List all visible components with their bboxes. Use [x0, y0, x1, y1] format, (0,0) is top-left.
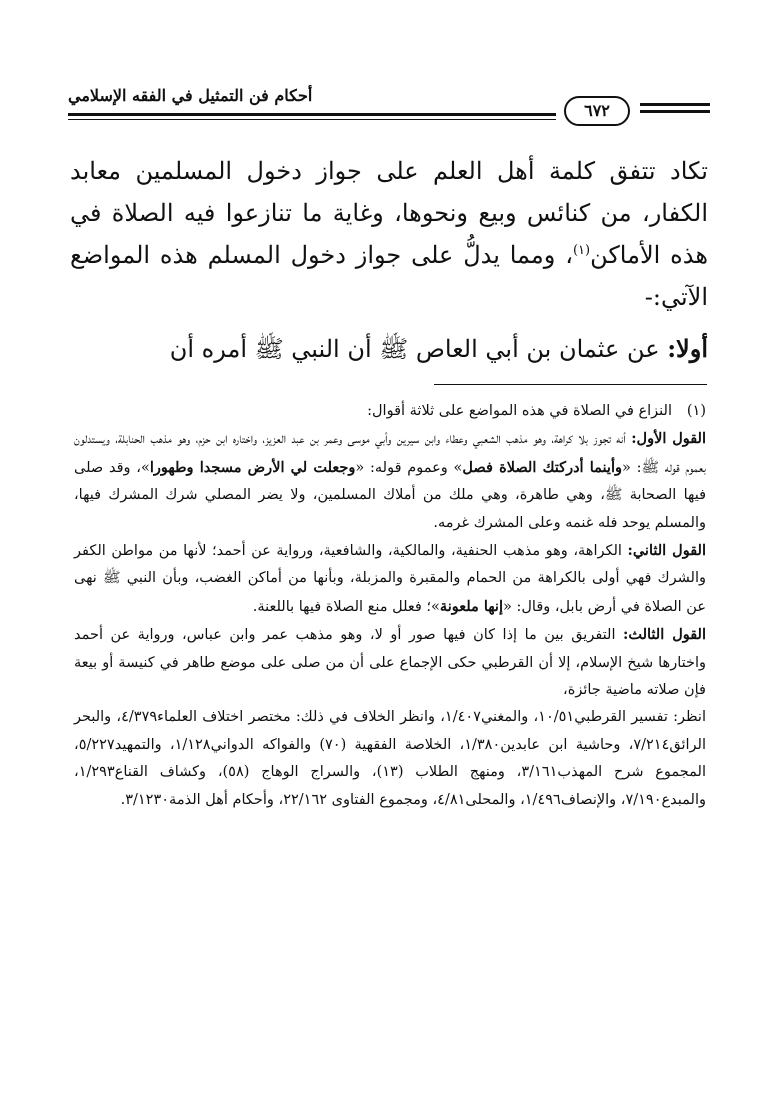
- first-label: أولا:: [667, 334, 708, 363]
- footnote-ref[interactable]: (١): [572, 243, 591, 258]
- paragraph-intro: تكاد تتفق كلمة أهل العلم على جواز دخول المسلمين معابد الكفار، من كنائس وبيع ونحوها، وغاية ما تنازعوا فيه الصلاة في هذه الأماكن$^{(١)}$، ومما يدلُّ على جواز دخول المسلم هذه المواضع الآتي:-: [70, 157, 708, 311]
- running-header: [68, 86, 710, 126]
- opinion-three: القول الثالث: التفريق بين ما إذا كان فيها صور أو لا، وهو مذهب عمر وابن عباس، ورواية عن أحمد واختارها شيخ الإسلام، إلا أن القرطبي حكى الإجماع على أن من صلى على موضع طاهر في كنيسة أو بيعة فإن صلاته ماضية جائزة،: [74, 626, 706, 699]
- footnote-number: (١): [686, 403, 706, 419]
- page-number: ٦٧٢: [564, 96, 630, 126]
- paragraph-first: أولا: عن عثمان بن أبي العاص ﷺ أن النبي ﷺ أمره أن: [169, 334, 708, 363]
- footnote-intro: النزاع في الصلاة في هذه المواضع على ثلاثة أقوال:: [367, 403, 672, 419]
- footnote-separator: [434, 384, 707, 385]
- references: انظر: تفسير القرطبي١٠/٥١، والمغني١/٤٠٧، وانظر الخلاف في ذلك: مختصر اختلاف العلماء٤/٣٧٩، والبحر الرائق٧/٢١٤، وحاشية ابن عابدين١/٣٨٠، الخلاصة الفقهية (٧٠) والفواكه الدواني١/١٢٨، والتمهيد٥/٢٢٧، المجموع شرح المهذب٣/١٦١، ومنهج الطلاب (١٣)، والسراج الوهاج (٥٨)، وكشاف القناع١/٢٩٣، والمبدع٧/١٩٠، والإنصاف١/٤٩٦، والمحلى٤/٨١، ومجموع الفتاوى ٢٢/١٦٢، وأحكام أهل الذمة٣/١٢٣٠.: [74, 709, 706, 808]
- main-text: [70, 150, 708, 370]
- header-rule-thin: [68, 119, 556, 120]
- opinion-one: القول الأول: أنه تجوز بلا كراهة، وهو مذهب الشعبي وعطاء وابن سيرين وأبي موسى وعمر بن عبد العزيز، واختاره ابن حزم، وهو مذهب الحنابلة، ويستدلون بعموم قوله ﷺ: «وأينما أدركتك الصلاة فصل» وعموم قوله: «وجعلت لي الأرض مسجدا وطهورا»، وقد صلى فيها الصحابة ﷺ، وهي طاهرة، وهي ملك من أملاك المسلمين، ولا يضر المصلي شرك المشرك فيها، والمسلم يوحد فله غنمه وعلى المشرك غرمه.: [74, 430, 707, 531]
- running-title: أحكام فن التمثيل في الفقه الإسلامي: [68, 86, 313, 105]
- header-rule: [68, 113, 556, 116]
- header-ornament: [640, 103, 710, 117]
- footnote: [74, 398, 706, 814]
- opinion-two: القول الثاني: الكراهة، وهو مذهب الحنفية، والمالكية، والشافعية، ورواية عن أحمد؛ لأنها من مواطن الكفر والشرك فهي أولى بالكراهة من الحمام والمقبرة والمزبلة، وبأنها من أماكن الغضب، وبأن النبي ﷺ نهى عن الصلاة في أرض بابل، وقال: «إنها ملعونة»؛ فعلل منع الصلاة فيها باللعنة.: [74, 542, 706, 615]
